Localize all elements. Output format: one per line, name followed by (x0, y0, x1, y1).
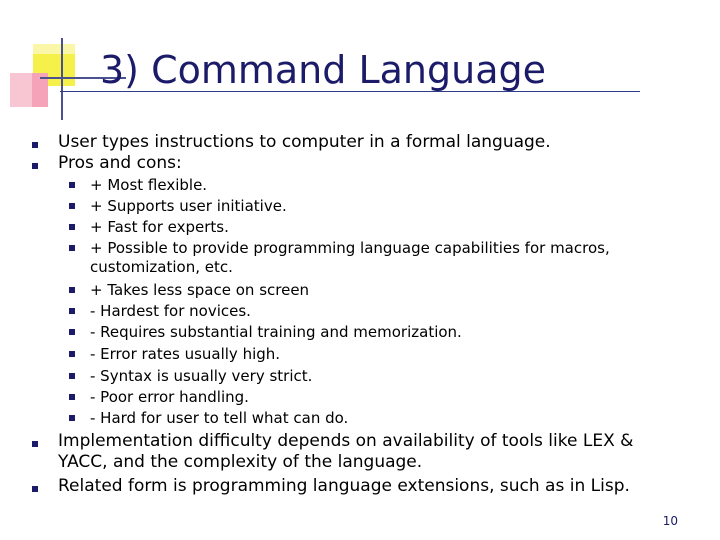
sub-bullet-text: - Requires substantial training and memorization. (90, 323, 462, 341)
sub-bullet-icon (69, 329, 75, 335)
bullet-text: Implementation difficulty depends on availability of tools like LEX & (58, 431, 634, 451)
bullet-icon (32, 163, 38, 169)
sub-bullet-icon (69, 245, 75, 251)
bullet-text: Related form is programming language extensions, such as in Lisp. (58, 476, 630, 496)
sub-bullet-text: - Error rates usually high. (90, 345, 281, 363)
bullet-text: User types instructions to computer in a formal language. (58, 132, 551, 152)
sub-bullet-text: - Syntax is usually very strict. (90, 367, 313, 385)
sub-bullet-icon (69, 308, 75, 314)
sub-bullet-text: + Supports user initiative. (90, 197, 287, 215)
sub-bullet-icon (69, 394, 75, 400)
sub-bullet-icon (69, 203, 75, 209)
slide-title: 3) Command Language (100, 48, 546, 92)
bullet-text: Pros and cons: (58, 153, 182, 173)
page-number: 10 (662, 514, 678, 528)
sub-bullet-icon (69, 415, 75, 421)
bullet-icon (32, 441, 38, 447)
sub-bullet-text: - Hard for user to tell what can do. (90, 409, 349, 427)
sub-bullet-icon (69, 287, 75, 293)
bullet-icon (32, 142, 38, 148)
sub-bullet-icon (69, 182, 75, 188)
sub-bullet-icon (69, 224, 75, 230)
sub-bullet-icon (69, 373, 75, 379)
bullet-icon (32, 486, 38, 492)
sub-bullet-text: + Takes less space on screen (90, 281, 310, 299)
sub-bullet-text-continued: customization, etc. (90, 258, 233, 276)
sub-bullet-text: - Hardest for novices. (90, 302, 251, 320)
sub-bullet-icon (69, 351, 75, 357)
slide-logo-decoration (0, 0, 100, 110)
sub-bullet-text: + Fast for experts. (90, 218, 229, 236)
sub-bullet-text: + Most flexible. (90, 176, 208, 194)
sub-bullet-text: + Possible to provide programming language capabilities for macros, (90, 239, 610, 257)
sub-bullet-text: - Poor error handling. (90, 388, 249, 406)
bullet-text-continued: YACC, and the complexity of the language. (58, 452, 423, 472)
